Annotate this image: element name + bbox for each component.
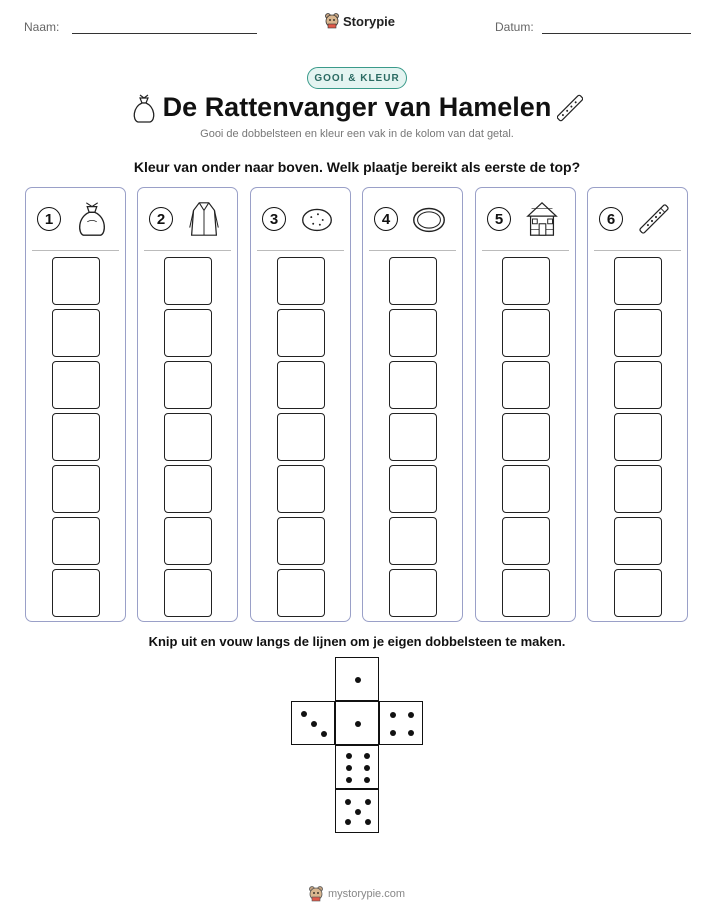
name-line — [72, 33, 257, 34]
footer-url: mystorypie.com — [327, 888, 406, 900]
color-box[interactable] — [277, 361, 325, 409]
column-divider — [369, 250, 456, 251]
color-box[interactable] — [164, 257, 212, 305]
dice-face — [335, 657, 379, 701]
color-box[interactable] — [164, 465, 212, 513]
column-header — [476, 188, 575, 250]
color-box[interactable] — [389, 465, 437, 513]
column-divider — [482, 250, 569, 251]
color-box[interactable] — [277, 517, 325, 565]
name-label: Naam: — [24, 20, 60, 34]
color-box[interactable] — [502, 465, 550, 513]
color-box[interactable] — [164, 361, 212, 409]
dice-pip — [390, 730, 396, 736]
sack-icon — [73, 199, 111, 239]
color-box[interactable] — [502, 413, 550, 461]
plate-icon — [410, 199, 448, 239]
dice-pip — [355, 721, 361, 727]
color-box[interactable] — [164, 413, 212, 461]
storypie-footer-icon — [309, 886, 323, 902]
dice-instruction: Knip uit en vouw langs de lijnen om je eigen dobbelsteen te maken. — [148, 634, 566, 649]
color-box[interactable] — [52, 257, 100, 305]
column-1 — [25, 187, 126, 622]
color-box[interactable] — [389, 257, 437, 305]
column-number: 3 — [262, 207, 286, 231]
dice-pip — [364, 777, 370, 783]
dice-pip — [321, 731, 327, 737]
flute-icon — [635, 199, 673, 239]
dice-pip — [408, 730, 414, 736]
color-box[interactable] — [52, 569, 100, 617]
dice-pip — [365, 819, 371, 825]
color-box[interactable] — [52, 465, 100, 513]
color-box[interactable] — [389, 569, 437, 617]
dice-pip — [365, 799, 371, 805]
page-subtitle: Gooi de dobbelsteen en kleur een vak in de kolom van dat getal. — [200, 128, 514, 140]
dice-face — [335, 701, 379, 745]
column-number: 6 — [599, 207, 623, 231]
dice-pip — [355, 677, 361, 683]
color-box[interactable] — [502, 309, 550, 357]
dice-face — [291, 701, 335, 745]
game-type-badge: GOOI & KLEUR — [307, 67, 407, 89]
column-header — [26, 188, 125, 250]
color-box[interactable] — [277, 309, 325, 357]
dice-pip — [301, 711, 307, 717]
column-number: 2 — [149, 207, 173, 231]
color-box[interactable] — [164, 569, 212, 617]
column-divider — [144, 250, 231, 251]
dice-face — [335, 789, 379, 833]
column-divider — [32, 250, 119, 251]
dice-pip — [346, 765, 352, 771]
storypie-logo-icon — [325, 13, 339, 29]
color-box[interactable] — [614, 361, 662, 409]
color-box[interactable] — [502, 517, 550, 565]
column-header — [588, 188, 687, 250]
column-4 — [362, 187, 463, 622]
color-box[interactable] — [389, 517, 437, 565]
color-box[interactable] — [389, 413, 437, 461]
column-number: 1 — [37, 207, 61, 231]
color-box[interactable] — [277, 413, 325, 461]
color-box[interactable] — [52, 361, 100, 409]
color-box[interactable] — [614, 465, 662, 513]
dice-pip — [364, 765, 370, 771]
color-box[interactable] — [277, 569, 325, 617]
column-divider — [594, 250, 681, 251]
brand-logo — [325, 13, 395, 29]
game-instruction: Kleur van onder naar boven. Welk plaatje bereikt als eerste de top? — [133, 159, 581, 175]
color-box[interactable] — [614, 569, 662, 617]
house-icon — [523, 199, 561, 239]
color-box[interactable] — [164, 309, 212, 357]
dice-pip — [345, 819, 351, 825]
dice-face — [379, 701, 423, 745]
dice-pip — [346, 777, 352, 783]
color-box[interactable] — [277, 257, 325, 305]
column-header — [138, 188, 237, 250]
column-6 — [587, 187, 688, 622]
color-box[interactable] — [502, 257, 550, 305]
color-box[interactable] — [614, 413, 662, 461]
color-box[interactable] — [277, 465, 325, 513]
column-number: 4 — [374, 207, 398, 231]
robe-icon — [185, 199, 223, 239]
flute-title-icon — [557, 92, 583, 124]
dice-pip — [390, 712, 396, 718]
dice-face — [335, 745, 379, 789]
column-divider — [257, 250, 344, 251]
color-box[interactable] — [52, 413, 100, 461]
footer — [0, 886, 714, 902]
column-3 — [250, 187, 351, 622]
bread-roll-icon — [298, 199, 336, 239]
dice-pip — [311, 721, 317, 727]
color-box[interactable] — [164, 517, 212, 565]
dice-pip — [346, 753, 352, 759]
column-number: 5 — [487, 207, 511, 231]
dice-pip — [345, 799, 351, 805]
dice-pip — [355, 809, 361, 815]
date-label: Datum: — [495, 20, 534, 34]
color-box[interactable] — [52, 517, 100, 565]
color-box[interactable] — [389, 309, 437, 357]
color-box[interactable] — [502, 569, 550, 617]
dice-pip — [408, 712, 414, 718]
column-header — [251, 188, 350, 250]
color-box[interactable] — [52, 309, 100, 357]
column-header — [363, 188, 462, 250]
page-title: De Rattenvanger van Hamelen — [162, 92, 552, 122]
column-5 — [475, 187, 576, 622]
color-box[interactable] — [614, 517, 662, 565]
color-box[interactable] — [614, 309, 662, 357]
color-box[interactable] — [389, 361, 437, 409]
dice-pip — [364, 753, 370, 759]
column-2 — [137, 187, 238, 622]
color-box[interactable] — [614, 257, 662, 305]
date-line — [542, 33, 691, 34]
color-box[interactable] — [502, 361, 550, 409]
brand-name: Storypie — [343, 13, 396, 29]
